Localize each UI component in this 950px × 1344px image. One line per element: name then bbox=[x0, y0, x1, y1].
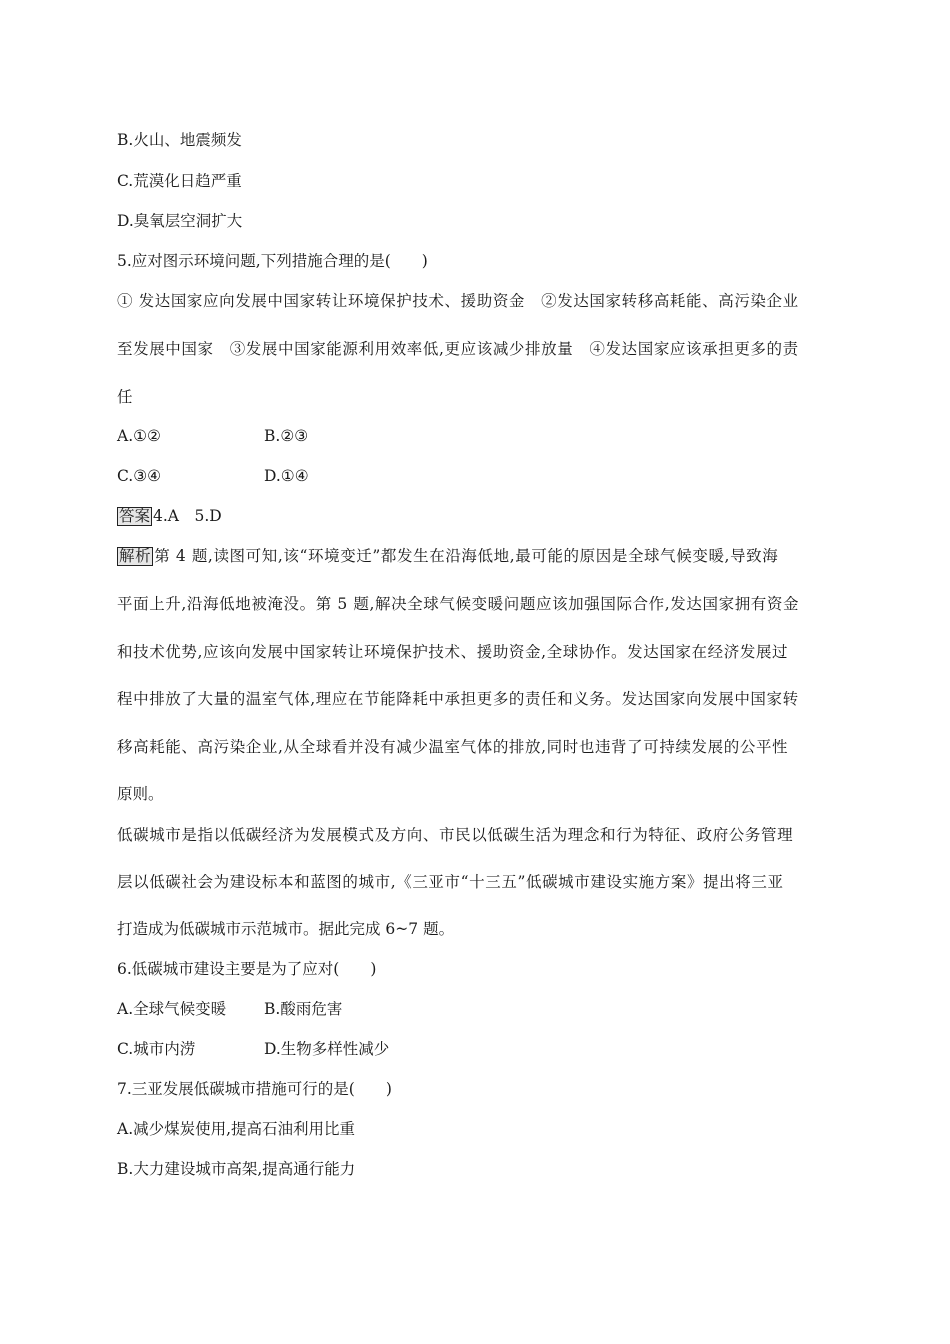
answer-text: 4.A 5.D bbox=[153, 507, 222, 525]
q6-option-a: A.全球气候变暖 bbox=[117, 1000, 227, 1018]
q5-stem: 5.应对图示环境问题,下列措施合理的是( ) bbox=[117, 252, 428, 270]
q7-stem: 7.三亚发展低碳城市措施可行的是( ) bbox=[117, 1080, 392, 1098]
q6-stem: 6.低碳城市建设主要是为了应对( ) bbox=[117, 960, 377, 978]
q5-option-c: C.③④ bbox=[117, 467, 162, 485]
answer-line bbox=[117, 506, 222, 526]
q5-option-b: B.②③ bbox=[264, 427, 309, 445]
q6-options-row bbox=[117, 1039, 390, 1059]
analysis-line: 原则。 bbox=[117, 785, 164, 803]
passage-line: 打造成为低碳城市示范城市。据此完成 6~7 题。 bbox=[117, 920, 455, 938]
analysis-text: 第 4 题,读图可知,该“环境变迁”都发生在沿海低地,最可能的原因是全球气候变暖,导致海 bbox=[154, 547, 779, 565]
q6-options-row bbox=[117, 999, 343, 1019]
q7-option-a: A.减少煤炭使用,提高石油利用比重 bbox=[117, 1120, 356, 1138]
q5-option-a: A.①② bbox=[117, 427, 161, 445]
q5-statement-line: 至发展中国家 ③发展中国家能源利用效率低,更应该减少排放量 ④发达国家应该承担更多的责 bbox=[117, 340, 799, 358]
analysis-tag: 解析 bbox=[119, 547, 152, 565]
q4-option-d: D.臭氧层空洞扩大 bbox=[117, 212, 243, 230]
q6-option-d: D.生物多样性减少 bbox=[264, 1040, 390, 1058]
q5-statement-line: 任 bbox=[117, 388, 133, 406]
q5-statement-line: ① 发达国家应向发展中国家转让环境保护技术、援助资金 ②发达国家转移高耗能、高污染企业 bbox=[117, 292, 799, 310]
q6-option-c: C.城市内涝 bbox=[117, 1040, 196, 1058]
analysis-line: 移高耗能、高污染企业,从全球看并没有减少温室气体的排放,同时也违背了可持续发展的公平性 bbox=[117, 738, 789, 756]
analysis-line: 程中排放了大量的温室气体,理应在节能降耗中承担更多的责任和义务。发达国家向发展中国家转 bbox=[117, 690, 799, 708]
analysis-line: 和技术优势,应该向发展中国家转让环境保护技术、援助资金,全球协作。发达国家在经济发展过 bbox=[117, 643, 789, 661]
q4-option-c: C.荒漠化日趋严重 bbox=[117, 172, 242, 190]
q7-option-b: B.大力建设城市高架,提高通行能力 bbox=[117, 1160, 356, 1178]
q5-options-row bbox=[117, 466, 309, 486]
passage-line: 层以低碳社会为建设标本和蓝图的城市,《三亚市“十三五”低碳城市建设实施方案》提出将三亚 bbox=[117, 873, 784, 891]
q5-option-d: D.①④ bbox=[264, 467, 309, 485]
q6-option-b: B.酸雨危害 bbox=[264, 1000, 343, 1018]
passage-line: 低碳城市是指以低碳经济为发展模式及方向、市民以低碳生活为理念和行为特征、政府公务管理 bbox=[117, 826, 794, 844]
q5-options-row bbox=[117, 426, 309, 446]
analysis-line: 平面上升,沿海低地被淹没。第 5 题,解决全球气候变暖问题应该加强国际合作,发达国家拥有资金 bbox=[117, 595, 800, 613]
answer-tag: 答案 bbox=[119, 507, 151, 525]
q4-option-b: B.火山、地震频发 bbox=[117, 131, 242, 149]
analysis-line bbox=[117, 546, 778, 566]
